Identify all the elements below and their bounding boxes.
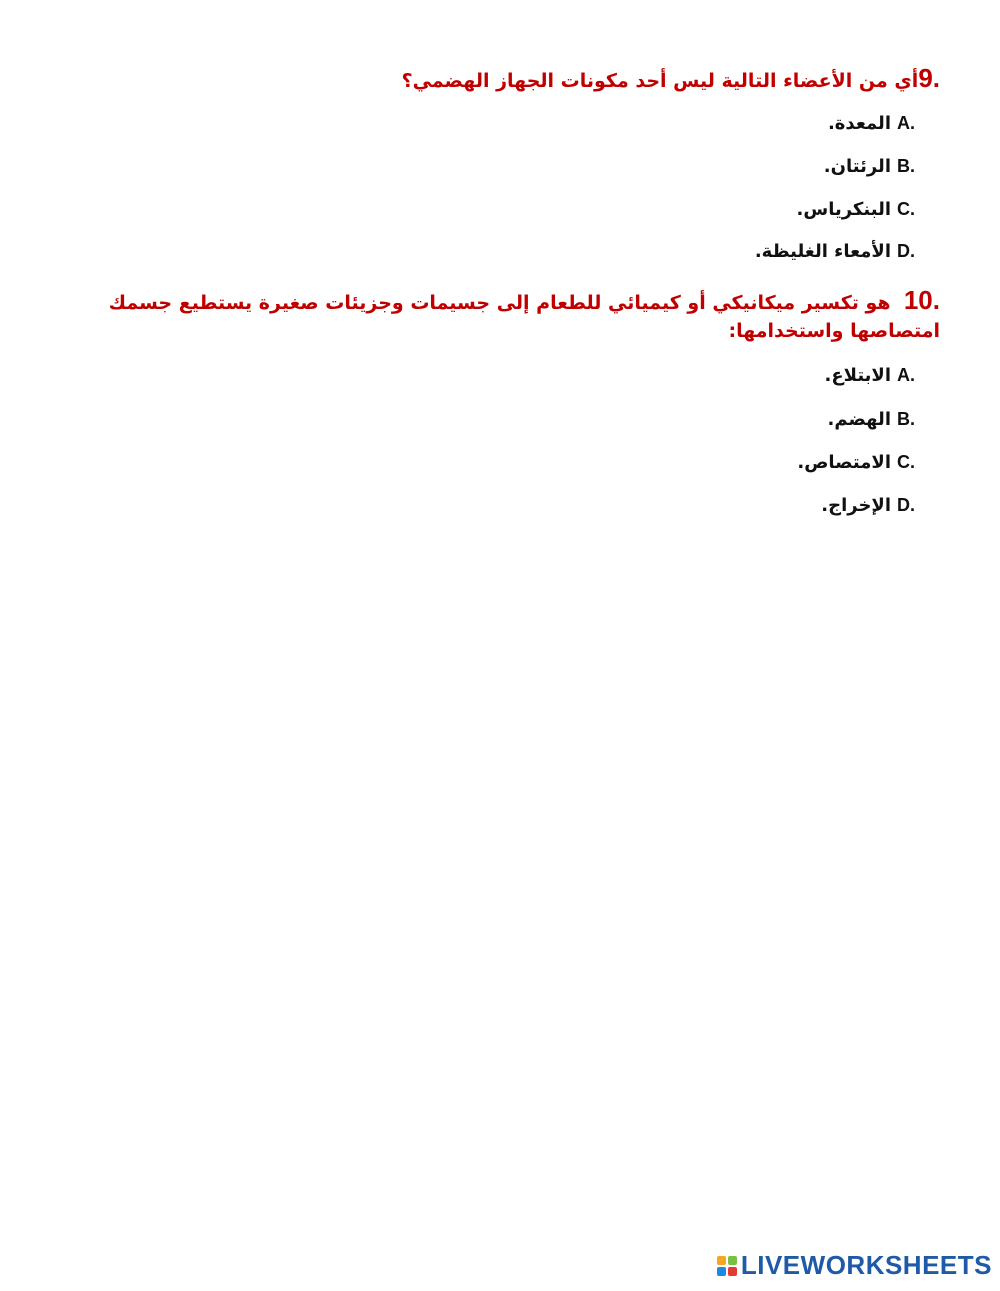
option-text: الهضم. bbox=[827, 409, 891, 430]
option-letter: B. bbox=[897, 409, 915, 429]
question-9-option-d[interactable] bbox=[755, 241, 915, 262]
option-text: الابتلاع. bbox=[824, 365, 891, 386]
question-9-option-a[interactable] bbox=[828, 113, 915, 134]
option-text: الامتصاص. bbox=[797, 452, 891, 473]
question-10-text: هو تكسير ميكانيكي أو كيميائي للطعام إلى جسيمات وجزيئات صغيرة يستطيع جسمك امتصاصها واستخدامها: bbox=[108, 292, 940, 342]
option-letter: A. bbox=[897, 365, 915, 385]
option-letter: B. bbox=[897, 156, 915, 176]
question-10-option-b[interactable] bbox=[827, 409, 915, 430]
mark-square bbox=[717, 1256, 726, 1265]
liveworksheets-mark-icon bbox=[717, 1256, 737, 1276]
question-10-number: 10. bbox=[903, 285, 940, 315]
option-letter: A. bbox=[897, 113, 915, 133]
question-9-option-b[interactable] bbox=[824, 156, 915, 177]
option-text: البنكرياس. bbox=[796, 199, 891, 220]
option-letter: C. bbox=[897, 199, 915, 219]
mark-square bbox=[728, 1256, 737, 1265]
question-10 bbox=[60, 286, 940, 345]
question-10-option-d[interactable] bbox=[821, 495, 915, 516]
mark-square bbox=[728, 1267, 737, 1276]
option-text: الأمعاء الغليظة. bbox=[754, 241, 891, 262]
option-letter: D. bbox=[897, 495, 915, 515]
question-10-option-c[interactable] bbox=[797, 452, 915, 473]
option-text: الرئتان. bbox=[823, 156, 891, 177]
question-9-number: 9. bbox=[918, 63, 940, 93]
mark-square bbox=[717, 1267, 726, 1276]
question-9-text: أي من الأعضاء التالية ليس أحد مكونات الجهاز الهضمي؟ bbox=[401, 70, 919, 92]
option-text: المعدة. bbox=[827, 113, 891, 134]
brand-text: LIVEWORKSHEETS bbox=[740, 1250, 992, 1280]
option-text: الإخراج. bbox=[821, 495, 891, 516]
question-10-option-a[interactable] bbox=[825, 365, 915, 386]
liveworksheets-logo bbox=[717, 1250, 992, 1281]
option-letter: D. bbox=[897, 241, 915, 261]
option-letter: C. bbox=[897, 452, 915, 472]
question-9-option-c[interactable] bbox=[797, 199, 915, 220]
question-9 bbox=[40, 64, 940, 95]
